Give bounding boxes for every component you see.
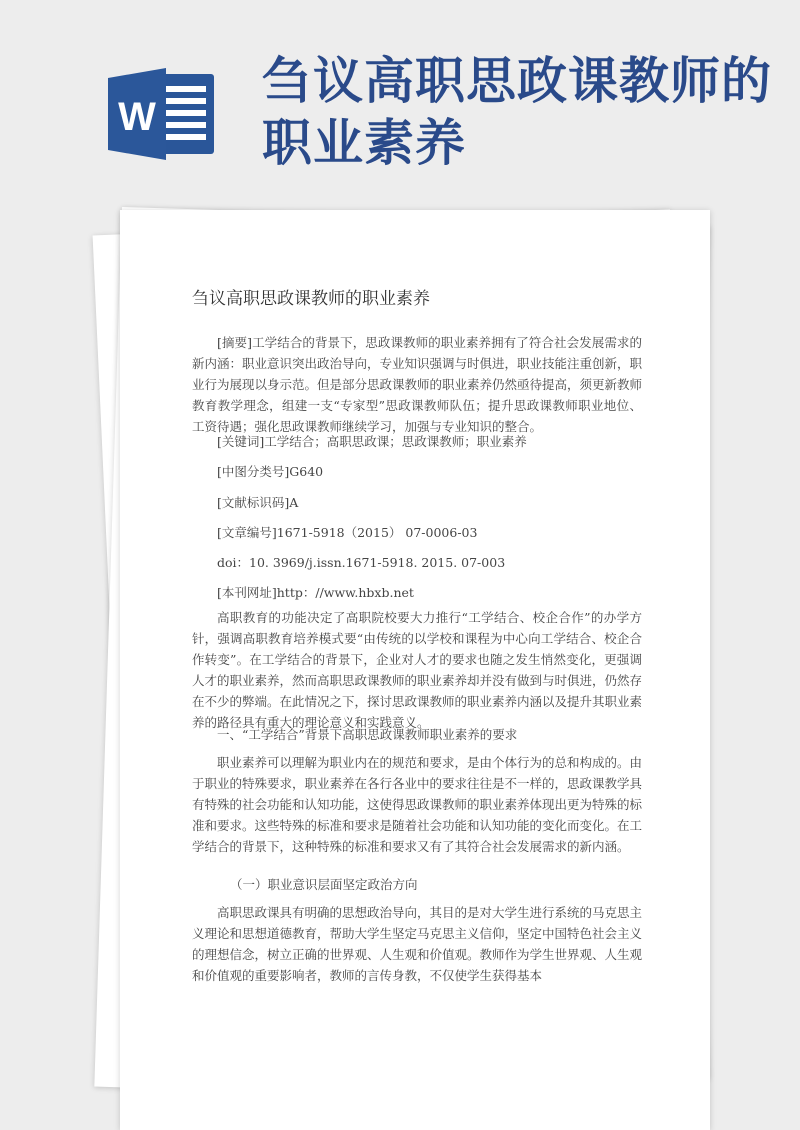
section-heading: 一、“工学结合”背景下高职思政课教师职业素养的要求 xyxy=(217,727,518,742)
doi: doi：10. 3969/j.issn.1671-5918. 2015. 07-003 xyxy=(217,555,506,570)
clc-number: [中图分类号]G640 xyxy=(217,464,324,479)
abstract: [摘要]工学结合的背景下，思政课教师的职业素养拥有了符合社会发展需求的新内涵：职业意识突出政治导向，专业知识强调与时俱进，职业技能注重创新，职业行为展现以身示范。但是部分思政课教师的职业素养仍然亟待提高，须更新教师教育教学理念，组建一支“专家型”思政课教师队伍；提升思政课教师职业地位、工资待遇；强化思政课教师继续学习，加强与专业知识的整合。 xyxy=(192,335,643,434)
section-paragraph: 职业素养可以理解为职业内在的规范和要求，是由个体行为的总和构成的。由于职业的特殊要求，职业素养在各行各业中的要求往往是不一样的，思政课教学具有特殊的社会功能和认知功能，这使得思政课教师的职业素养体现出更为特殊的标准和要求。这些特殊的标准和要求是随着社会功能和认知功能的变化而变化。在工学结合的背景下，这种特殊的标准和要求又有了其符合社会发展需求的新内涵。 xyxy=(192,755,643,854)
keywords: [关键词]工学结合；高职思政课；思政课教师；职业素养 xyxy=(217,434,527,449)
subsection-paragraph: 高职思政课具有明确的思想政治导向，其目的是对大学生进行系统的马克思主义理论和思想道德教育，帮助大学生坚定马克思主义信仰，坚定中国特色社会主义的理想信念，树立正确的世界观、人生观和价值观。教师作为学生世界观、人生观和价值观的重要影响者，教师的言传身教，不仅使学生获得基本 xyxy=(192,905,643,983)
intro-paragraph: 高职教育的功能决定了高职院校要大力推行“工学结合、校企合作”的办学方针，强调高职教育培养模式要“由传统的以学校和课程为中心向工学结合、校企合作转变”。在工学结合的背景下，企业对人才的要求也随之发生悄然变化，更强调人才的职业素养，然而高职思政课教师的职业素养却并没有做到与时俱进，仍然存在不少的弊端。在此情况之下，探讨思政课教师的职业素养内涵以及提升其职业素养的路径具有重大的理论意义和实践意义。 xyxy=(192,610,643,730)
word-icon xyxy=(108,68,216,160)
journal-url: [本刊网址]http：//www.hbxb.net xyxy=(217,585,414,600)
document-page xyxy=(120,210,710,1130)
document-title: 刍议高职思政课教师的职业素养 xyxy=(192,289,430,309)
document-code: [文献标识码]A xyxy=(217,495,299,510)
banner-title: 刍议高职思政课教师的职业素养 xyxy=(262,52,772,172)
subsection-heading: （一）职业意识层面坚定政治方向 xyxy=(230,877,418,892)
word-icon-letter: W xyxy=(118,95,156,139)
article-number: [文章编号]1671-5918（2015） 07-0006-03 xyxy=(217,525,478,540)
